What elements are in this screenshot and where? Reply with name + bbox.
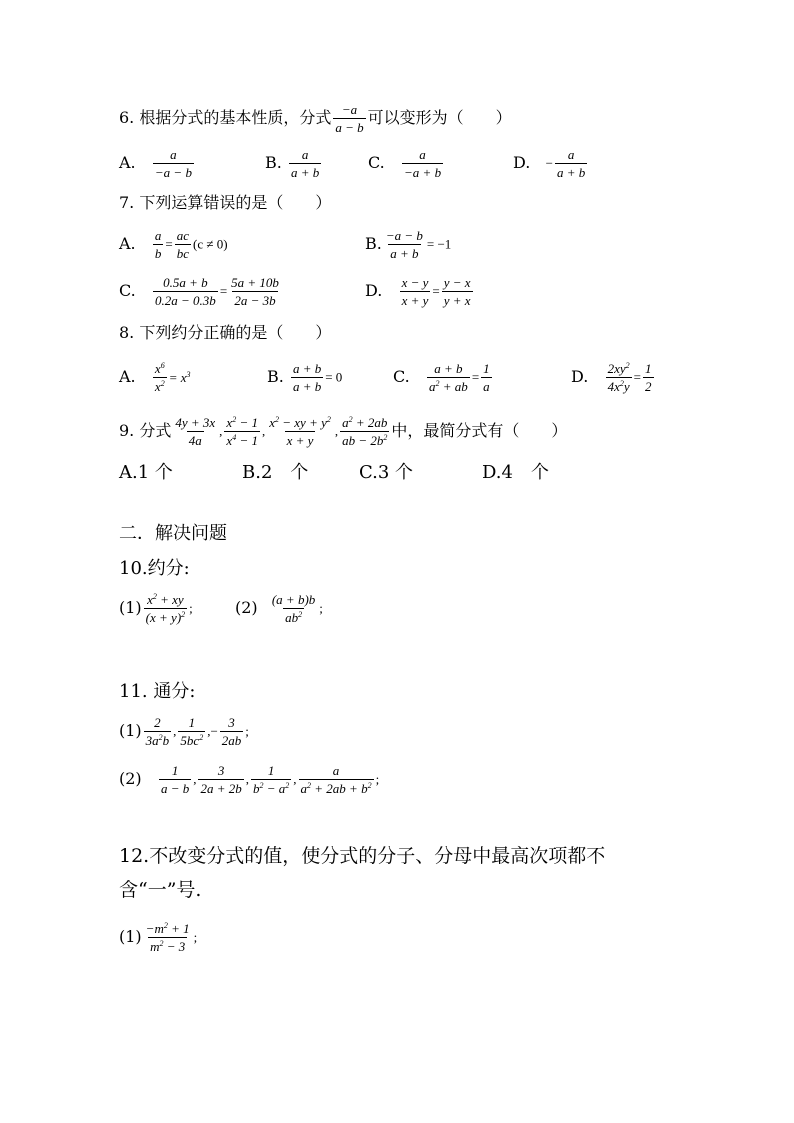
q11-part-2: (2) $\frac{1}{a - b}$ , $\frac{3}{2a + 2b}$ , $\frac{1}{b^2 - a^2}$ , $\frac{a}{a^2 + 2ab + b^2}$ ; <box>119 763 380 796</box>
q9-option-b: B.2 个 <box>242 462 309 483</box>
q6-fraction: $\frac{-a}{a - b}$ <box>335 102 364 135</box>
q9-option-a: A.1 个 <box>119 462 173 483</box>
q11-stem: 11. 通分: <box>119 681 196 702</box>
q6-option-c: C. $\frac{a}{-a + b}$ <box>368 147 442 180</box>
q9-stem: 9. 分式 $\frac{4y + 3x}{4a}$ , $\frac{x^2 - 1}{x^4 - 1}$ , $\frac{x^2 - xy + y^2}{x + y}$ , $\frac{a^2 + 2ab}{ab - 2b^2}$ 中，最简分式有（ ） <box>119 415 568 448</box>
q9-option-c: C.3 个 <box>359 462 414 483</box>
q9-fraction-4: $\frac{a^2 + 2ab}{ab - 2b^2}$ <box>342 415 388 448</box>
q8-option-a: A. $\frac{x^6}{x^2}$ = $x^3$ <box>119 361 191 394</box>
q11-part-1: (1) $\frac{2}{3a^2b}$ , $\frac{1}{5bc^2}$ ,− $\frac{3}{2ab}$ ; <box>119 715 249 748</box>
q9-option-d: D.4 个 <box>482 462 549 483</box>
q8-option-d: D. $\frac{2xy^2}{4x^2y}$ = $\frac{1}{2}$ <box>571 361 652 394</box>
q7-option-b: B. $\frac{-a - b}{a + b}$ = −1 <box>365 228 452 261</box>
q10-stem: 10.约分: <box>119 558 190 579</box>
q9-fraction-2: $\frac{x^2 - 1}{x^4 - 1}$ <box>226 415 258 448</box>
q12-stem-line-2: 含“一”号. <box>119 879 202 901</box>
q7-option-d: D. $\frac{x - y}{x + y}$ = $\frac{y - x}{y + x}$ <box>365 275 471 308</box>
q10-part-2: (2) $\frac{(a + b)b}{ab^2}$ ; <box>235 592 323 625</box>
q12-part-1: (1) $\frac{-m^2 + 1}{m^2 - 3}$ ; <box>119 921 198 954</box>
q7-stem: 7. 下列运算错误的是（ ） <box>119 193 332 212</box>
q9-fraction-1: $\frac{4y + 3x}{4a}$ <box>175 415 216 448</box>
q10-part-1: (1) $\frac{x^2 + xy}{(x + y)^2}$ ; <box>119 592 193 625</box>
q6-stem: 6. 根据分式的基本性质，分式 $\frac{-a}{a - b}$ 可以变形为（ ） <box>119 102 512 135</box>
section-title: 二．解决问题 <box>119 523 227 544</box>
q6-option-b: B. $\frac{a}{a + b}$ <box>265 147 320 180</box>
q12-stem-line-1: 12.不改变分式的值，使分式的分子、分母中最高次项都不 <box>119 845 606 867</box>
q8-stem: 8. 下列约分正确的是（ ） <box>119 323 332 342</box>
q6-option-a: A. $\frac{a}{-a - b}$ <box>119 147 192 180</box>
q8-option-b: B. $\frac{a + b}{a + b}$ = 0 <box>267 361 343 394</box>
q6-option-d: D. − $\frac{a}{a + b}$ <box>513 147 586 180</box>
q9-fraction-3: $\frac{x^2 - xy + y^2}{x + y}$ <box>269 415 331 448</box>
q8-option-c: C. $\frac{a + b}{a^2 + ab}$ = $\frac{1}{a}$ <box>393 361 490 394</box>
q7-option-c: C. $\frac{0.5a + b}{0.2a - 0.3b}$ = $\frac{5a + 10b}{2a - 3b}$ <box>119 275 279 308</box>
q7-option-a: A. $\frac{a}{b}$ = $\frac{ac}{bc}$ (c ≠ 0) <box>119 228 228 261</box>
